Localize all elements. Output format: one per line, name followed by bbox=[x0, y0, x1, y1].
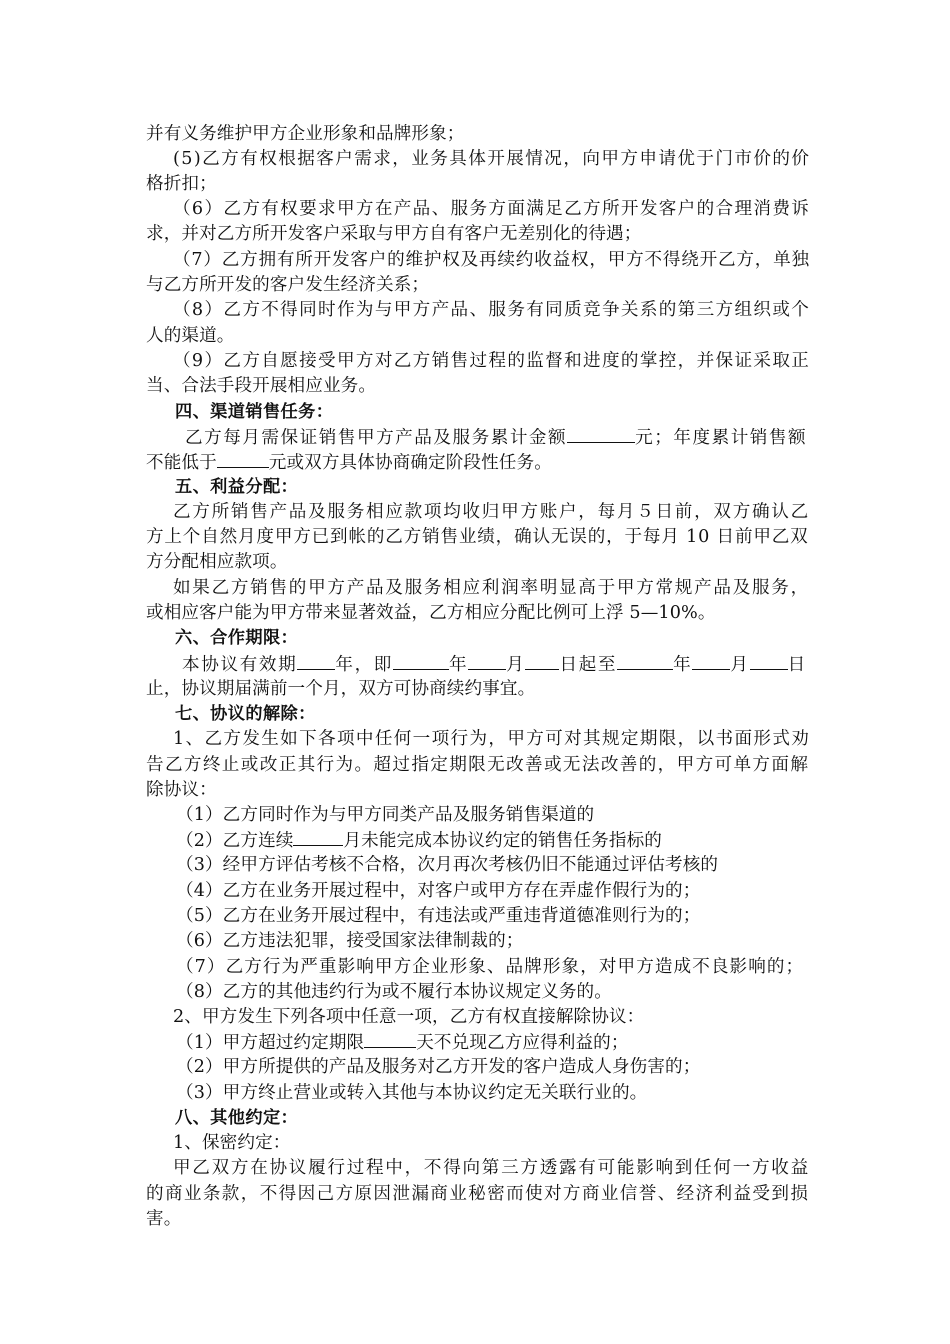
text-segment: 元；年度累计销售额 bbox=[635, 428, 808, 448]
text-segment: (5)乙方有权根据客户需求，业务具体开展情况，向甲方申请优于门市价的价 bbox=[173, 149, 811, 169]
section-heading bbox=[175, 702, 316, 726]
text-segment: 除协议： bbox=[146, 780, 217, 800]
body-text-line bbox=[176, 929, 523, 953]
text-segment: 2、甲方发生下列各项中任意一项，乙方有权直接解除协议： bbox=[173, 1007, 645, 1027]
fill-in-blank bbox=[750, 652, 788, 670]
text-segment: （2）乙方连续 bbox=[176, 831, 294, 851]
fill-in-blank bbox=[393, 652, 449, 670]
text-segment: 月 bbox=[506, 655, 526, 675]
text-segment: 的商业条款，不得因己方原因泄漏商业秘密而使对方商业信誉、经济利益受到损 bbox=[146, 1184, 810, 1204]
text-segment: （8）乙方的其他违约行为或不履行本协议规定义务的。 bbox=[176, 982, 612, 1002]
section-heading bbox=[175, 400, 333, 424]
text-segment: 天不兑现乙方应得利益的； bbox=[416, 1033, 629, 1053]
text-segment: 年 bbox=[673, 655, 693, 675]
body-text-line bbox=[173, 248, 810, 272]
fill-in-blank bbox=[364, 1030, 416, 1048]
body-text-line bbox=[146, 374, 376, 398]
body-text-line bbox=[176, 1030, 629, 1054]
text-segment: 六、合作期限： bbox=[175, 628, 299, 648]
body-text-line bbox=[146, 525, 809, 549]
text-segment: 不能低于 bbox=[146, 453, 217, 473]
section-heading bbox=[175, 475, 298, 499]
body-text-line bbox=[146, 753, 809, 777]
fill-in-blank bbox=[293, 828, 343, 846]
section-heading bbox=[175, 1106, 298, 1130]
body-text-line bbox=[176, 853, 718, 877]
text-segment: 元或双方具体协商确定阶段性任务。 bbox=[268, 453, 552, 473]
body-text-line bbox=[173, 500, 810, 524]
text-segment: （1）乙方同时作为与甲方同类产品及服务销售渠道的 bbox=[176, 805, 595, 825]
text-segment: 与乙方所开发的客户发生经济关系； bbox=[146, 275, 430, 295]
body-text-line bbox=[176, 803, 594, 827]
body-text-line bbox=[146, 122, 465, 146]
text-segment: （3）经甲方评估考核不合格，次月再次考核仍旧不能通过评估考核的 bbox=[176, 855, 719, 875]
text-segment: 1、乙方发生如下各项中任何一项行为，甲方可对其规定期限，以书面形式劝 bbox=[173, 729, 811, 749]
text-segment: （7）乙方拥有所开发客户的维护权及再续约收益权，甲方不得绕开乙方，单独 bbox=[173, 250, 810, 270]
body-text-line bbox=[176, 904, 700, 928]
body-text-line bbox=[146, 677, 535, 701]
body-text-line bbox=[146, 601, 716, 625]
body-text-line bbox=[146, 1207, 181, 1231]
body-text-line bbox=[176, 879, 700, 903]
body-text-line bbox=[173, 1156, 810, 1180]
fill-in-blank bbox=[468, 652, 506, 670]
text-segment: 年 bbox=[449, 655, 469, 675]
text-segment: 求，并对乙方所开发客户采取与甲方自有客户无差别化的待遇； bbox=[146, 224, 642, 244]
text-segment: （2）甲方所提供的产品及服务对乙方开发的客户造成人身伤害的； bbox=[176, 1057, 701, 1077]
fill-in-blank bbox=[617, 652, 673, 670]
text-segment: （6）乙方违法犯罪，接受国家法律制裁的； bbox=[176, 931, 524, 951]
text-segment: 本协议有效期 bbox=[182, 655, 298, 675]
text-segment: （8）乙方不得同时作为与甲方产品、服务有同质竞争关系的第三方组织或个 bbox=[173, 300, 811, 320]
text-segment: 月未能完成本协议约定的销售任务指标的 bbox=[343, 831, 662, 851]
text-segment: （9）乙方自愿接受甲方对乙方销售过程的监督和进度的掌控，并保证采取正 bbox=[173, 351, 811, 371]
text-segment: （7）乙方行为严重影响甲方企业形象、品牌形象，对甲方造成不良影响的； bbox=[176, 957, 805, 977]
fill-in-blank bbox=[525, 652, 559, 670]
text-segment: （3）甲方终止营业或转入其他与本协议约定无关联行业的。 bbox=[176, 1083, 648, 1103]
body-text-line bbox=[176, 980, 612, 1004]
text-segment: 格折扣； bbox=[146, 174, 217, 194]
body-text-line bbox=[176, 828, 662, 852]
body-text-line bbox=[146, 273, 429, 297]
text-segment: 或相应客户能为甲方带来显著效益，乙方相应分配比例可上浮 5—10%。 bbox=[146, 603, 716, 623]
body-text-line bbox=[176, 1055, 700, 1079]
text-segment: 八、其他约定： bbox=[175, 1108, 299, 1128]
text-segment: （6）乙方有权要求甲方在产品、服务方面满足乙方所开发客户的合理消费诉 bbox=[173, 199, 811, 219]
body-text-line bbox=[173, 727, 810, 751]
body-text-line bbox=[176, 955, 804, 979]
text-segment: （1）甲方超过约定期限 bbox=[176, 1033, 365, 1053]
body-text-line bbox=[146, 550, 288, 574]
body-text-line bbox=[173, 1131, 290, 1155]
text-segment: 日起至 bbox=[559, 655, 618, 675]
text-segment: 人的渠道。 bbox=[146, 326, 235, 346]
text-segment: 甲乙双方在协议履行过程中，不得向第三方透露有可能影响到任何一方收益 bbox=[173, 1158, 810, 1178]
body-text-line bbox=[173, 298, 810, 322]
body-text-line bbox=[173, 1005, 644, 1029]
text-segment: （4）乙方在业务开展过程中，对客户或甲方存在弄虚作假行为的； bbox=[176, 881, 701, 901]
body-text-line bbox=[146, 222, 641, 246]
body-text-line bbox=[176, 1081, 647, 1105]
body-text-line bbox=[146, 778, 217, 802]
text-segment: 并有义务维护甲方企业形象和品牌形象； bbox=[146, 124, 465, 144]
body-text-line bbox=[173, 576, 810, 600]
text-segment: 方分配相应款项。 bbox=[146, 552, 288, 572]
fill-in-blank bbox=[567, 425, 635, 443]
body-text-line bbox=[173, 197, 810, 221]
body-text-line bbox=[146, 450, 552, 474]
text-segment: 五、利益分配： bbox=[175, 477, 299, 497]
text-segment: 乙方所销售产品及服务相应款项均收归甲方账户，每月５日前，双方确认乙 bbox=[173, 502, 810, 522]
section-heading bbox=[175, 626, 298, 650]
text-segment: 害。 bbox=[146, 1209, 182, 1229]
text-segment: 乙方每月需保证销售甲方产品及服务累计金额 bbox=[185, 428, 568, 448]
body-text-line bbox=[173, 147, 810, 171]
text-segment: 日 bbox=[787, 655, 807, 675]
body-text-line bbox=[185, 425, 807, 449]
text-segment: 方上个自然月度甲方已到帐的乙方销售业绩，确认无误的，于每月 10 日前甲乙双 bbox=[146, 527, 809, 547]
text-segment: 七、协议的解除： bbox=[175, 704, 316, 724]
text-segment: 当、合法手段开展相应业务。 bbox=[146, 376, 377, 396]
text-segment: 月 bbox=[730, 655, 750, 675]
body-text-line bbox=[146, 172, 217, 196]
text-segment: （5）乙方在业务开展过程中，有违法或严重违背道德准则行为的； bbox=[176, 906, 701, 926]
body-text-line bbox=[146, 324, 234, 348]
body-text-line bbox=[173, 349, 810, 373]
text-segment: 如果乙方销售的甲方产品及服务相应利润率明显高于甲方常规产品及服务， bbox=[173, 578, 810, 598]
text-segment: 1、保密约定： bbox=[173, 1133, 291, 1153]
fill-in-blank bbox=[217, 450, 269, 468]
text-segment: 年，即 bbox=[335, 655, 394, 675]
body-text-line bbox=[146, 1182, 809, 1206]
body-text-line bbox=[182, 652, 807, 676]
text-segment: 告乙方终止或改正其行为。超过指定期限无改善或无法改善的，甲方可单方面解 bbox=[146, 755, 810, 775]
fill-in-blank bbox=[297, 652, 335, 670]
text-segment: 止，协议期届满前一个月，双方可协商续约事宜。 bbox=[146, 679, 536, 699]
fill-in-blank bbox=[692, 652, 730, 670]
text-segment: 四、渠道销售任务： bbox=[175, 402, 334, 422]
